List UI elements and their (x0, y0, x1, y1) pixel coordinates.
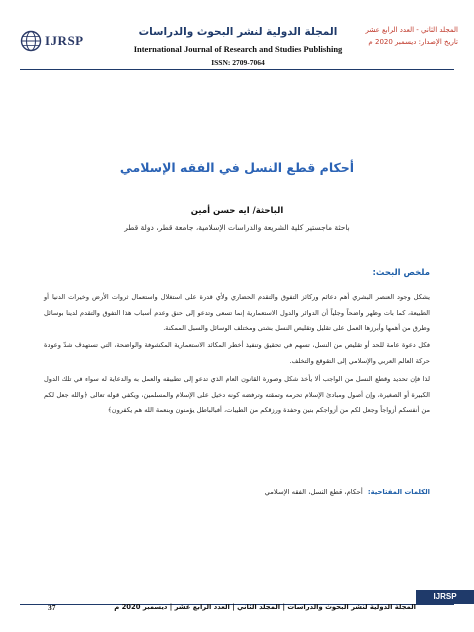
abstract-paragraph-3: لذا فإن تحديد وقطع النسل من الواجب ألا يأخذ شكل وصورة القانون العام الذي تدعو إلى تطبيقه والعمل به والدعاية له سواء في تلك الدول الكبيرة أو الصغيرة، وإن أصول ومبادئ الإسلام تحرمه وتمقته وترفضه كونه دخيل على الإسلام والمسلمين، ويكفي قوله تعالى ﴿والله جعل لكم من أنفسكم أزواجاً وجعل لكم من أزواجكم بنين وحفدة ورزقكم من الطيبات، أفبالباطل يؤمنون وبنعمة الله هم يكفرون﴾ (44, 375, 430, 414)
release-date: تاريخ الإصدار: ديسمبر 2020 م (368, 38, 458, 46)
globe-icon (20, 30, 42, 52)
abstract-paragraph-2: فكل دعوة عامة للحد أو تقليص من النسل، تسهم في تحقيق وتنفيذ أخطر المكائد الاستعمارية المكشوفة والواضحة، التي تستهدف شدّ وعودة حركة العالم العربي والإسلامي إلى التقوقع والتخلف. (44, 341, 430, 365)
author-affiliation: باحثة ماجستير كلية الشريعة والدراسات الإسلامية، جامعة قطر، دولة قطر (124, 223, 350, 232)
issue-info (348, 26, 458, 46)
header-divider (20, 69, 454, 70)
volume-issue: المجلد الثاني - العدد الرابع عشر (365, 26, 458, 34)
journal-title-arabic: المجلة الدولية لنشر البحوث والدراسات (138, 26, 338, 38)
abstract-paragraph-1: يشكل وجود العنصر البشري أهم دعائم وركائز التفوق والتقدم الحضاري ولأي قدرة على استغلال واستعمال ثروات الأرض وخيرات الدنيا أو الطبيعة، كما بات وظهر واضحاً وجلياً أن الدوائر والدول الاستعمارية إنما تسعى وتدعو إلى حنق وعدم أسباب هذا التفوق والتقدم لدينا بوسائل وطرق من أهمها وأبرزها العمل على تقليل وتقليص النسل بشتى ومختلف الوسائل والسبل الممكنة. (44, 293, 430, 332)
page-number: 37 (48, 603, 56, 612)
journal-logo (20, 30, 100, 52)
article-title: أحكام قطع النسل في الفقه الإسلامي (119, 160, 355, 175)
keywords-label: الكلمات المفتاحية: (367, 488, 430, 496)
keywords-value: أحكام، قطع النسل، الفقه الإسلامي (264, 488, 363, 496)
footer-citation: المجلة الدولية لنشر البحوث والدراسات | المجلد الثاني | العدد الرابع عشر | ديسمبر 2020 م (114, 603, 416, 611)
abstract-heading: ملخص البحث: (372, 268, 430, 278)
logo-text: IJRSP (45, 33, 84, 48)
journal-masthead (118, 26, 358, 67)
keywords (44, 488, 430, 496)
author-name: الباحثة/ ايه حسن أمين (190, 206, 284, 216)
journal-title-english: International Journal of Research and Studies Publishing (133, 44, 343, 54)
footer-journal-tab: IJRSP (416, 590, 474, 604)
issn: ISSN: 2709-7064 (211, 58, 265, 67)
